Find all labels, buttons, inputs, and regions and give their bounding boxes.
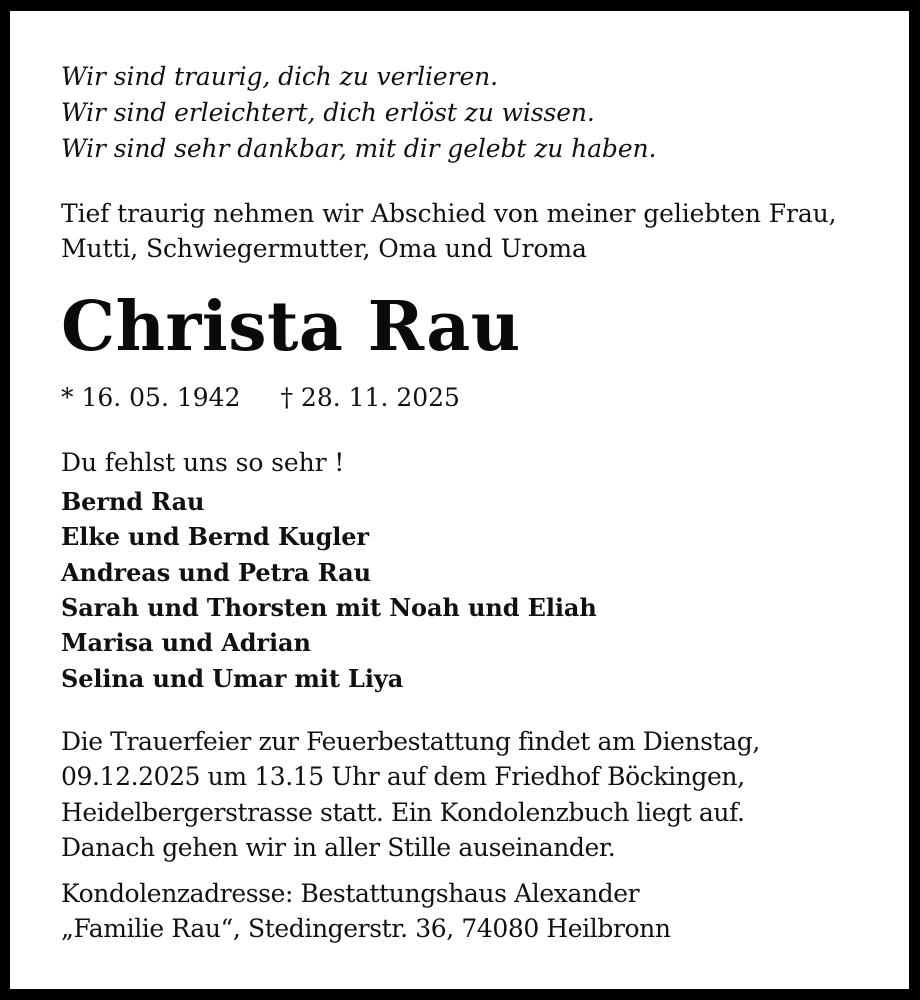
- mourner-name: Sarah und Thorsten mit Noah und Eliah: [61, 593, 597, 622]
- obituary-frame: [10, 11, 909, 989]
- intro-line: Mutti, Schwiegermutter, Oma und Uroma: [61, 234, 587, 263]
- ceremony-line: Danach gehen wir in aller Stille auseinander.: [61, 833, 616, 862]
- mourner-name: Marisa und Adrian: [61, 628, 311, 657]
- condolence-line: Kondolenzadresse: Bestattungshaus Alexander: [61, 879, 640, 908]
- deceased-name: Christa Rau: [61, 287, 521, 367]
- birth-date: * 16. 05. 1942: [61, 383, 241, 412]
- ceremony-line: Die Trauerfeier zur Feuerbestattung findet am Dienstag,: [61, 727, 760, 756]
- verse-line: Wir sind traurig, dich zu verlieren.: [61, 62, 498, 91]
- mourner-name: Elke und Bernd Kugler: [61, 522, 369, 551]
- condolence-line: „Familie Rau“, Stedingerstr. 36, 74080 Heilbronn: [61, 914, 671, 943]
- farewell-text: Du fehlst uns so sehr !: [61, 448, 345, 477]
- intro-line: Tief traurig nehmen wir Abschied von meiner geliebten Frau,: [61, 199, 837, 228]
- mourner-name: Selina und Umar mit Liya: [61, 664, 404, 693]
- death-date: † 28. 11. 2025: [280, 383, 460, 412]
- verse-line: Wir sind erleichtert, dich erlöst zu wissen.: [61, 98, 595, 127]
- life-dates: [61, 383, 460, 413]
- mourner-name: Bernd Rau: [61, 487, 205, 516]
- ceremony-line: 09.12.2025 um 13.15 Uhr auf dem Friedhof Böckingen,: [61, 762, 745, 791]
- verse-line: Wir sind sehr dankbar, mit dir gelebt zu haben.: [61, 134, 657, 163]
- ceremony-line: Heidelbergerstrasse statt. Ein Kondolenzbuch liegt auf.: [61, 798, 745, 827]
- mourner-name: Andreas und Petra Rau: [61, 558, 371, 587]
